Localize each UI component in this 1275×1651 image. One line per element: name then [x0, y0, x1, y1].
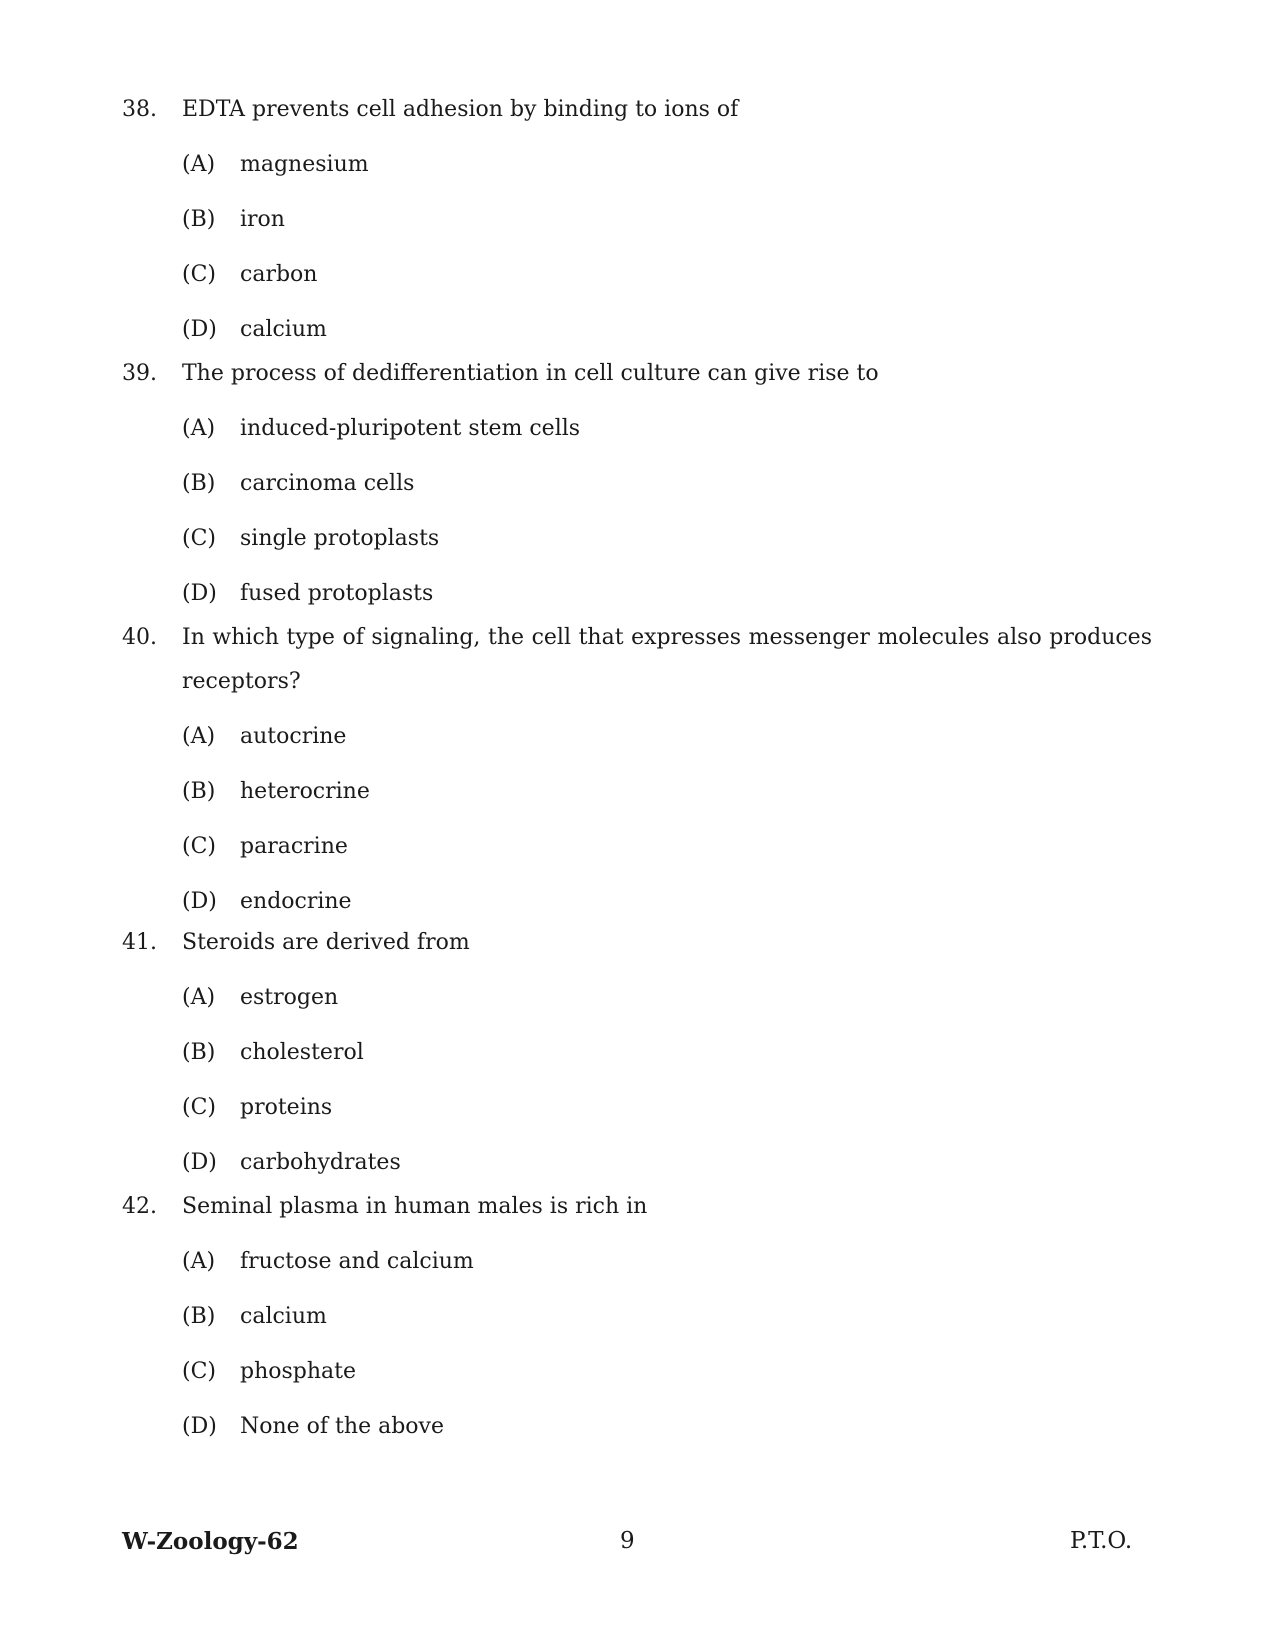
option-text: magnesium	[240, 152, 369, 177]
option-b	[182, 189, 1152, 244]
option-c	[182, 1341, 1152, 1396]
option-a	[182, 1231, 1152, 1286]
question-42	[122, 1185, 1152, 1451]
option-letter: (B)	[182, 207, 216, 232]
option-d	[182, 1132, 1152, 1187]
option-text: phosphate	[240, 1359, 357, 1384]
option-c	[182, 244, 1152, 299]
option-letter: (C)	[182, 1095, 216, 1120]
option-letter: (A)	[182, 416, 216, 441]
option-text: carcinoma cells	[240, 471, 415, 496]
option-text: induced-pluripotent stem cells	[240, 416, 581, 441]
option-d	[182, 299, 1152, 354]
question-38	[122, 88, 1152, 354]
option-text: calcium	[240, 317, 327, 342]
option-letter: (D)	[182, 1414, 217, 1439]
option-a	[182, 706, 1152, 761]
question-40	[122, 616, 1152, 926]
option-letter: (A)	[182, 1249, 216, 1274]
question-41	[122, 921, 1152, 1187]
option-c	[182, 508, 1152, 563]
option-text: None of the above	[240, 1414, 444, 1439]
option-b	[182, 761, 1152, 816]
option-text: paracrine	[240, 834, 348, 859]
option-a	[182, 134, 1152, 189]
option-letter: (D)	[182, 889, 217, 914]
question-number: 40.	[122, 625, 157, 650]
paper-code: W-Zoology-62	[122, 1528, 299, 1555]
option-b	[182, 453, 1152, 508]
option-a	[182, 398, 1152, 453]
question-text: Steroids are derived from	[182, 930, 470, 955]
option-letter: (A)	[182, 985, 216, 1010]
option-text: proteins	[240, 1095, 333, 1120]
question-number: 41.	[122, 930, 157, 955]
option-c	[182, 816, 1152, 871]
question-number: 38.	[122, 97, 157, 122]
option-c	[182, 1077, 1152, 1132]
option-a	[182, 967, 1152, 1022]
option-letter: (D)	[182, 317, 217, 342]
option-b	[182, 1022, 1152, 1077]
option-letter: (C)	[182, 1359, 216, 1384]
option-text: autocrine	[240, 724, 347, 749]
option-text: carbohydrates	[240, 1150, 401, 1175]
option-letter: (B)	[182, 1304, 216, 1329]
option-text: fused protoplasts	[240, 581, 434, 606]
option-letter: (B)	[182, 779, 216, 804]
option-letter: (C)	[182, 262, 216, 287]
option-text: fructose and calcium	[240, 1249, 474, 1274]
option-text: heterocrine	[240, 779, 370, 804]
question-text: Seminal plasma in human males is rich in	[182, 1194, 648, 1219]
option-text: single protoplasts	[240, 526, 440, 551]
option-d	[182, 1396, 1152, 1451]
option-letter: (C)	[182, 834, 216, 859]
page-number: 9	[620, 1528, 635, 1554]
question-text: In which type of signaling, the cell that expresses messenger molecules also produces receptors?	[182, 625, 1152, 694]
question-number: 42.	[122, 1194, 157, 1219]
option-b	[182, 1286, 1152, 1341]
option-letter: (D)	[182, 581, 217, 606]
option-letter: (C)	[182, 526, 216, 551]
option-text: estrogen	[240, 985, 339, 1010]
question-text: The process of dedifferentiation in cell culture can give rise to	[182, 361, 879, 386]
option-text: endocrine	[240, 889, 352, 914]
option-letter: (D)	[182, 1150, 217, 1175]
option-text: iron	[240, 207, 285, 232]
option-text: carbon	[240, 262, 318, 287]
question-39	[122, 352, 1152, 618]
option-letter: (B)	[182, 471, 216, 496]
option-letter: (B)	[182, 1040, 216, 1065]
option-d	[182, 563, 1152, 618]
option-text: calcium	[240, 1304, 327, 1329]
question-text: EDTA prevents cell adhesion by binding to ions of	[182, 97, 739, 122]
option-letter: (A)	[182, 152, 216, 177]
option-d	[182, 871, 1152, 926]
pto-label: P.T.O.	[1070, 1528, 1133, 1554]
option-letter: (A)	[182, 724, 216, 749]
question-number: 39.	[122, 361, 157, 386]
option-text: cholesterol	[240, 1040, 364, 1065]
